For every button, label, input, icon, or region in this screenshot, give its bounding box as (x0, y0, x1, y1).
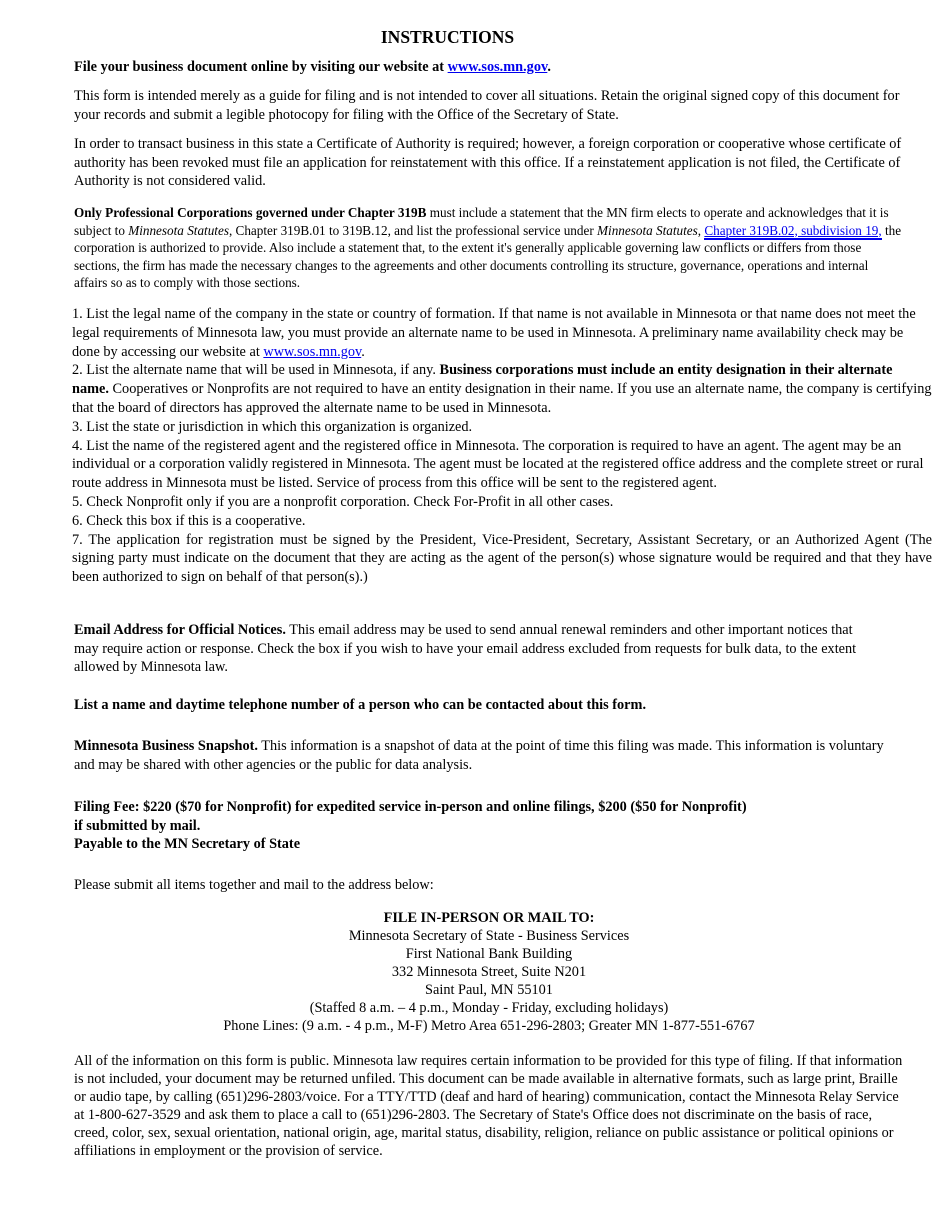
list-item: 2. List the alternate name that will be used in Minnesota, if any. Business corporations must include an entity designation in their alternate name. Cooperatives or Nonprofits are not required to have an entity designation in their name. If you use an alternate name, the company is certifying that the board of directors has approved the alternate name to be used in Minnesota. (72, 362, 932, 416)
certificate-paragraph: In order to transact business in this state a Certificate of Authority is required; however, a foreign corporation or cooperative whose certificate of authority has been revoked must file an application for reinstatement with this office. If a reinstatement application is not filed, the Certificate of Authority is not considered valid. (74, 136, 902, 189)
online-filing-text: File your business document online by visiting our website at (74, 59, 448, 75)
filing-fee: Filing Fee: $220 ($70 for Nonprofit) for expedited service in-person and online filings, $200 ($50 for Nonprofit) if submitted by mail. Payable to the MN Secretary of State (74, 799, 747, 852)
page-title: INSTRUCTIONS (380, 27, 515, 47)
professional-corp-paragraph: Only Professional Corporations governed under Chapter 319B must include a statement that the MN firm elects to operate and acknowledges that it is subject to Minnesota Statutes, Chapter 319B.01 to 319B.12, and list the professional service under Minnesota Statutes, Chapter 319B.02, subdivision 19, the corporation is authorized to provide. Also include a statement that, to the extent it's generally applicable governing law conflicts or differs from those sections, the firm has made the necessary changes to the agreements and other documents controlling its structure, governance, operations and internal affairs so as to comply with those sections. (74, 205, 902, 290)
list-item: 7. The application for registration must be signed by the President, Vice-President, Secretary, Assistant Secretary, or an Authorized Agent (The signing party must indicate on the document that they are acting as the agent of the person(s) whose signature would be required and that they have been authorized to sign on behalf of that person(s).) (72, 531, 932, 586)
sos-website-link-2[interactable]: www.sos.mn.gov (263, 343, 362, 360)
list-item: 3. List the state or jurisdiction in which this organization is organized. (72, 418, 473, 435)
online-filing-line: File your business document online by visiting our website at www.sos.mn.gov. (74, 59, 551, 75)
chapter-319b-link[interactable]: Chapter 319B.02, subdivision 19, (704, 222, 882, 238)
list-item: 6. Check this box if this is a cooperative. (72, 512, 306, 529)
list-item: 5. Check Nonprofit only if you are a nonprofit corporation. Check For-Profit in all other cases. (72, 493, 614, 510)
mailing-address: FILE IN-PERSON OR MAIL TO: Minnesota Secretary of State - Business Services First National Bank Building 332 Minnesota Street, Suite N201 Saint Paul, MN 55101 (Staffed 8 a.m. – 4 p.m., Monday - Friday, excluding holidays) Phone Lines: (9 a.m. - 4 p.m., M-F) Metro Area 651-296-2803; Greater MN 1-877-551-6767 (223, 910, 755, 1034)
instruction-list (72, 305, 932, 587)
list-item: 1. List the legal name of the company in the state or country of formation. If that name is not available in Minnesota or that name does not meet the legal requirements of Minnesota law, you must provide an alternate name to be used in Minnesota. A preliminary name availability check may be done by accessing our website at www.sos.mn.gov. (72, 306, 916, 360)
list-item: 4. List the name of the registered agent and the registered office in Minnesota. The corporation is required to have an agent. The agent may be an individual or a corporation validly registered in Minnesota. The agent must be located at the registered office address and the complete street or rural route address in Minnesota must be listed. Service of process from this office will be sent to the registered agent. (72, 437, 924, 492)
sos-website-link[interactable]: www.sos.mn.gov (447, 59, 548, 75)
email-paragraph: Email Address for Official Notices. This email address may be used to send annual renewal reminders and other important notices that may require action or response. Check the box if you wish to have your email address excluded from requests for bulk data, to the extent allowed by Minnesota law. (74, 622, 857, 675)
submit-line: Please submit all items together and mail to the address below: (74, 877, 434, 893)
guide-paragraph: This form is intended merely as a guide for filing and is not intended to cover all situations. Retain the original signed copy of this document for your records and submit a legible photocopy for filing with the Office of the Secretary of State. (74, 88, 900, 123)
public-info-paragraph: All of the information on this form is public. Minnesota law requires certain information to be provided for this type of filing. If that information is not included, your document may be returned unfiled. This document can be made available in alternative formats, such as large print, Braille or audio tape, by calling (651)296-2803/voice. For a TTY/TTD (deaf and hard of hearing) communication, contact the Minnesota Relay Service at 1-800-627-3529 and ask them to place a call to (651)296-2803. The Secretary of State's Office does not discriminate on the basis of race, creed, color, sex, sexual orientation, national origin, age, marital status, disability, religion, reliance on public assistance or political opinions or affiliations in employment or the provision of service. (74, 1053, 903, 1159)
contact-paragraph: List a name and daytime telephone number of a person who can be contacted about this form. (74, 697, 647, 713)
snapshot-paragraph: Minnesota Business Snapshot. This information is a snapshot of data at the point of time this filing was made. This information is voluntary and may be shared with other agencies or the public for data analysis. (74, 738, 884, 773)
